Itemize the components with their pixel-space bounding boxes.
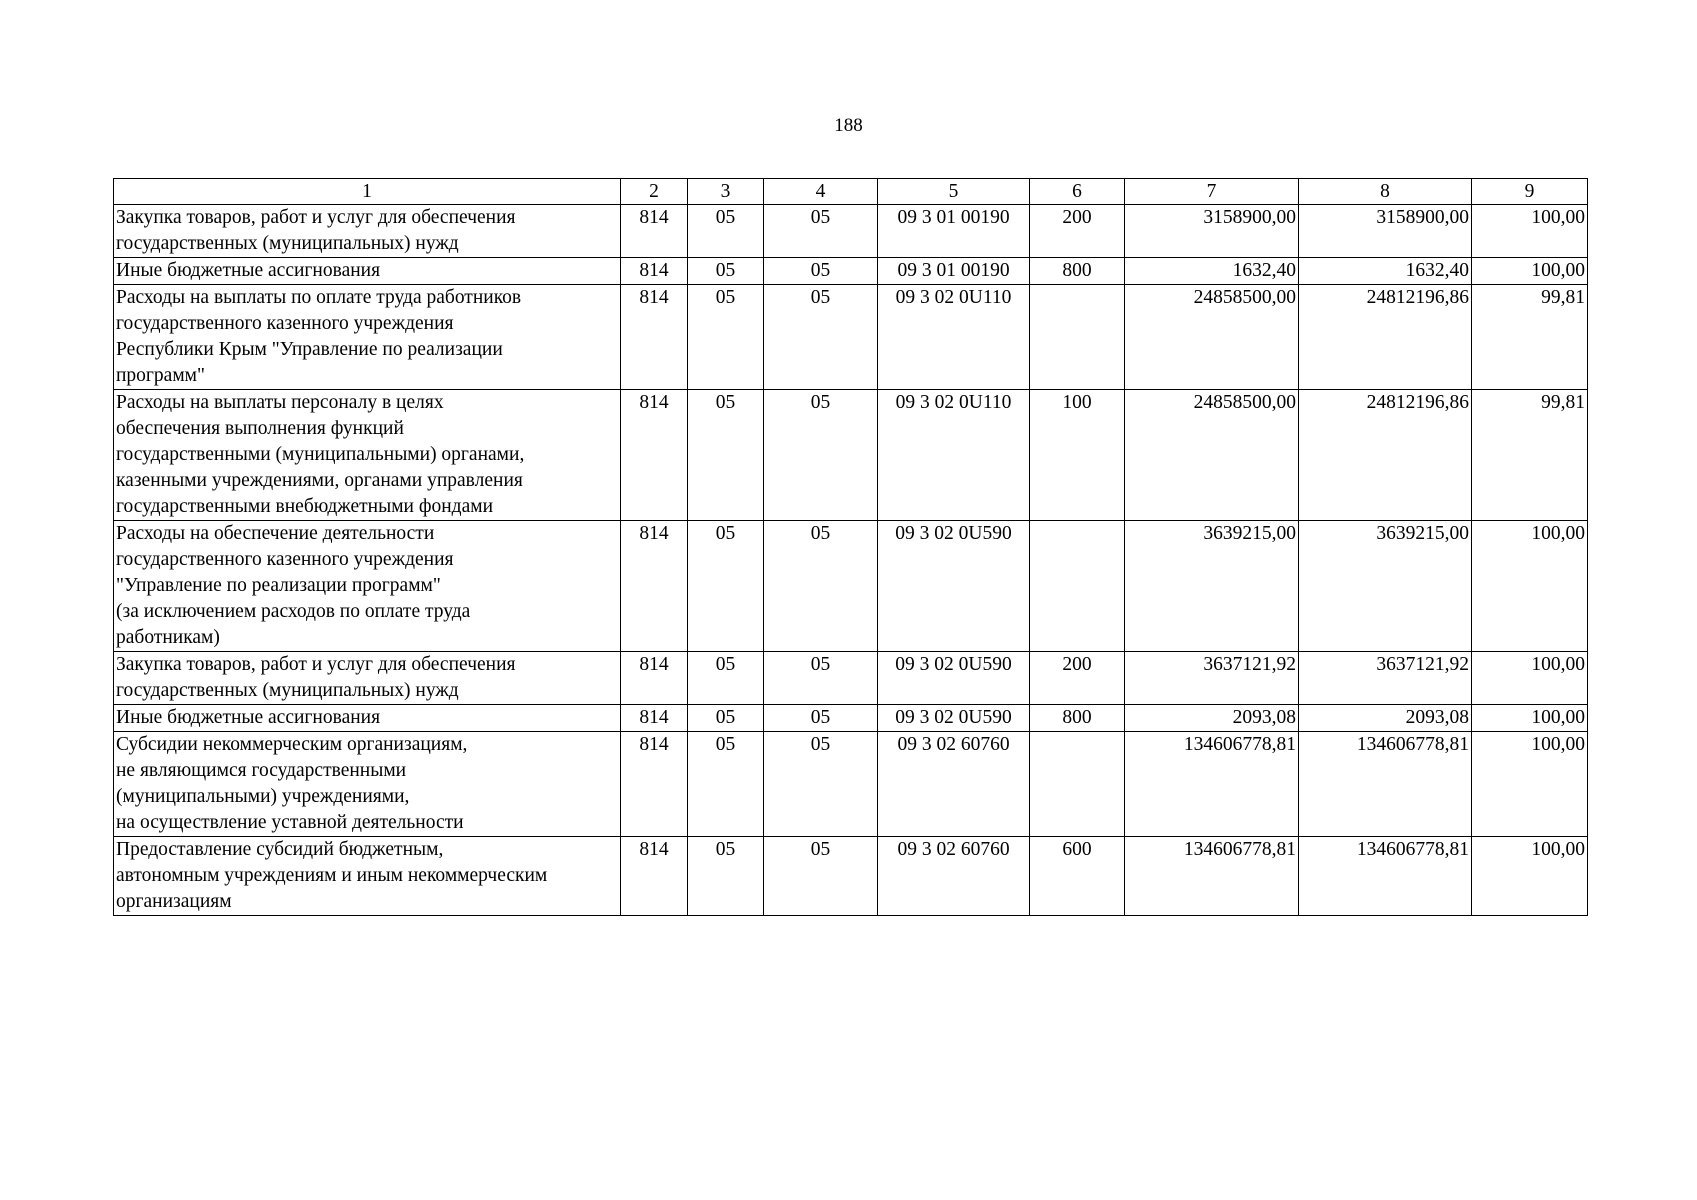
expense-type-code: 600 [1030,837,1125,916]
section-code: 05 [688,205,764,258]
target-article-code: 09 3 02 0U110 [878,285,1030,390]
section-code: 05 [688,705,764,732]
expense-name: Расходы на выплаты персоналу в целях обеспечения выполнения функций государственными (муниципальными) органами, казенными учреждениями, органами управления государственными внебюджетными фондами [114,390,621,521]
column-header: 7 [1125,179,1299,205]
expense-type-code: 200 [1030,652,1125,705]
fact-amount: 24812196,86 [1299,285,1472,390]
fact-amount: 134606778,81 [1299,837,1472,916]
table-row [114,285,1588,390]
target-article-code: 09 3 02 0U590 [878,705,1030,732]
expense-type-code: 800 [1030,705,1125,732]
target-article-code: 09 3 02 0U590 [878,521,1030,652]
subsection-code: 05 [764,521,878,652]
header-row [114,179,1588,205]
subsection-code: 05 [764,837,878,916]
fact-amount: 2093,08 [1299,705,1472,732]
expense-name: Расходы на обеспечение деятельности государственного казенного учреждения "Управление по реализации программ" (за исключением расходов по оплате труда работникам) [114,521,621,652]
expense-name: Предоставление субсидий бюджетным, автономным учреждениям и иным некоммерческим организациям [114,837,621,916]
subsection-code: 05 [764,390,878,521]
grbs-code: 814 [621,732,688,837]
plan-amount: 2093,08 [1125,705,1299,732]
column-header: 1 [114,179,621,205]
table-row [114,732,1588,837]
page-number: 188 [834,115,863,136]
plan-amount: 3637121,92 [1125,652,1299,705]
column-header: 9 [1472,179,1588,205]
fact-amount: 3639215,00 [1299,521,1472,652]
expense-name: Субсидии некоммерческим организациям, не являющимся государственными (муниципальными) учреждениями, на осуществление уставной деятельности [114,732,621,837]
table-row [114,205,1588,258]
expense-name: Иные бюджетные ассигнования [114,258,621,285]
subsection-code: 05 [764,732,878,837]
grbs-code: 814 [621,521,688,652]
section-code: 05 [688,390,764,521]
expense-type-code: 200 [1030,205,1125,258]
grbs-code: 814 [621,285,688,390]
section-code: 05 [688,521,764,652]
plan-amount: 134606778,81 [1125,732,1299,837]
table-row [114,705,1588,732]
column-header: 2 [621,179,688,205]
expense-name: Расходы на выплаты по оплате труда работников государственного казенного учреждения Республики Крым "Управление по реализации программ" [114,285,621,390]
execution-percent: 100,00 [1472,521,1588,652]
fact-amount: 134606778,81 [1299,732,1472,837]
grbs-code: 814 [621,258,688,285]
table-row [114,837,1588,916]
column-header: 8 [1299,179,1472,205]
subsection-code: 05 [764,258,878,285]
target-article-code: 09 3 02 0U110 [878,390,1030,521]
section-code: 05 [688,837,764,916]
column-header: 6 [1030,179,1125,205]
plan-amount: 3639215,00 [1125,521,1299,652]
column-header: 5 [878,179,1030,205]
expense-type-code: 800 [1030,258,1125,285]
grbs-code: 814 [621,390,688,521]
column-header: 3 [688,179,764,205]
grbs-code: 814 [621,205,688,258]
expense-type-code [1030,285,1125,390]
grbs-code: 814 [621,652,688,705]
subsection-code: 05 [764,205,878,258]
expense-name: Иные бюджетные ассигнования [114,705,621,732]
plan-amount: 3158900,00 [1125,205,1299,258]
fact-amount: 24812196,86 [1299,390,1472,521]
budget-table [113,178,1588,916]
table-row [114,521,1588,652]
execution-percent: 99,81 [1472,390,1588,521]
grbs-code: 814 [621,705,688,732]
section-code: 05 [688,285,764,390]
target-article-code: 09 3 02 60760 [878,837,1030,916]
plan-amount: 24858500,00 [1125,390,1299,521]
grbs-code: 814 [621,837,688,916]
target-article-code: 09 3 02 0U590 [878,652,1030,705]
table-row [114,258,1588,285]
subsection-code: 05 [764,285,878,390]
subsection-code: 05 [764,705,878,732]
fact-amount: 3637121,92 [1299,652,1472,705]
expense-type-code [1030,521,1125,652]
execution-percent: 100,00 [1472,705,1588,732]
column-header: 4 [764,179,878,205]
target-article-code: 09 3 01 00190 [878,258,1030,285]
expense-name: Закупка товаров, работ и услуг для обеспечения государственных (муниципальных) нужд [114,652,621,705]
fact-amount: 1632,40 [1299,258,1472,285]
execution-percent: 100,00 [1472,258,1588,285]
expense-type-code [1030,732,1125,837]
plan-amount: 1632,40 [1125,258,1299,285]
expense-type-code: 100 [1030,390,1125,521]
section-code: 05 [688,258,764,285]
execution-percent: 100,00 [1472,837,1588,916]
table-row [114,652,1588,705]
plan-amount: 24858500,00 [1125,285,1299,390]
target-article-code: 09 3 01 00190 [878,205,1030,258]
subsection-code: 05 [764,652,878,705]
execution-percent: 100,00 [1472,652,1588,705]
section-code: 05 [688,732,764,837]
plan-amount: 134606778,81 [1125,837,1299,916]
expense-name: Закупка товаров, работ и услуг для обеспечения государственных (муниципальных) нужд [114,205,621,258]
target-article-code: 09 3 02 60760 [878,732,1030,837]
execution-percent: 99,81 [1472,285,1588,390]
fact-amount: 3158900,00 [1299,205,1472,258]
section-code: 05 [688,652,764,705]
execution-percent: 100,00 [1472,732,1588,837]
table-row [114,390,1588,521]
execution-percent: 100,00 [1472,205,1588,258]
